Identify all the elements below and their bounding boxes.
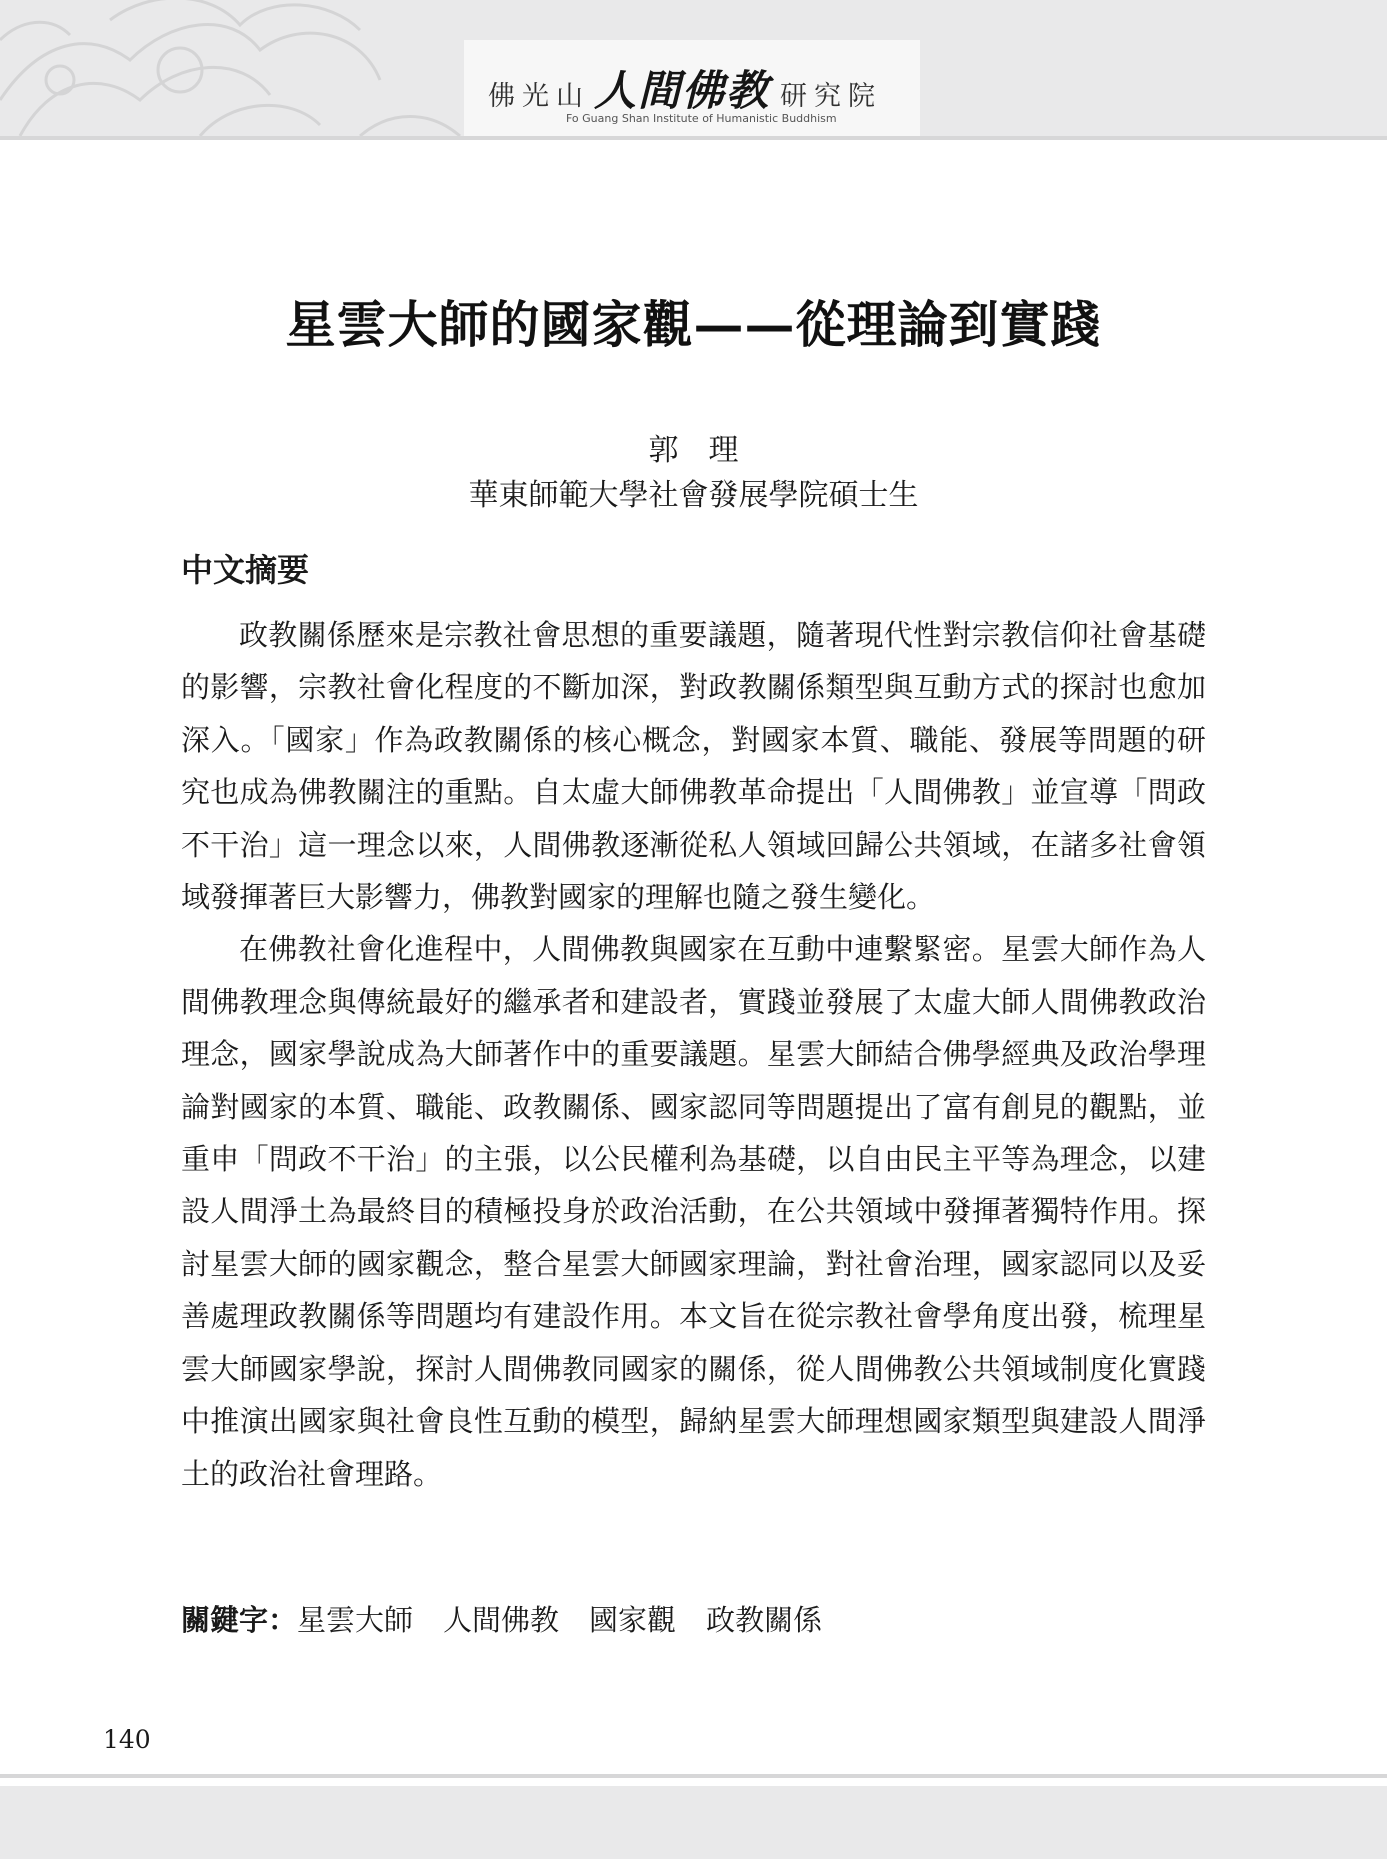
logo-english-text: Fo Guang Shan Institute of Humanistic Buddhism [566,112,837,125]
abstract-paragraph: 政教關係歷來是宗教社會思想的重要議題，隨著現代性對宗教信仰社會基礎的影響，宗教社會化程度的不斷加深，對政教關係類型與互動方式的探討也愈加深入。「國家」作為政教關係的核心概念，對國家本質、職能、發展等問題的研究也成為佛教關注的重點。自太虛大師佛教革命提出「人間佛教」並宣導「問政不干治」這一理念以來，人間佛教逐漸從私人領域回歸公共領域，在諸多社會領域發揮著巨大影響力，佛教對國家的理解也隨之發生變化。 [181,618,1206,915]
author-affiliation: 華東師範大學社會發展學院碩士生 [468,478,919,513]
page-number: 140 [103,1725,151,1754]
logo-left-text: 佛光山 [488,81,590,112]
author-name: 郭理 [648,433,769,468]
header-band [0,0,1387,136]
article-title: 星雲大師的國家觀——從理論到實踐 [285,295,1102,354]
logo-main-text: 人間佛教 [594,66,771,115]
lotus-ornament-icon [0,0,470,136]
abstract-heading: 中文摘要 [181,551,310,589]
footer-band [0,1786,1387,1859]
abstract-body [181,609,1206,1500]
logo-right-text: 研究院 [780,81,883,112]
keyword: 人間佛教 [443,1603,560,1637]
abstract-paragraph: 在佛教社會化進程中，人間佛教與國家在互動中連繫緊密。星雲大師作為人間佛教理念與傳統最好的繼承者和建設者，實踐並發展了太虛大師人間佛教政治理念，國家學說成為大師著作中的重要議題。星雲大師結合佛學經典及政治學理論對國家的本質、職能、政教關係、國家認同等問題提出了富有創見的觀點，並重申「問政不干治」的主張，以公民權利為基礎，以自由民主平等為理念，以建設人間淨土為最終目的積極投身於政治活動，在公共領域中發揮著獨特作用。探討星雲大師的國家觀念，整合星雲大師國家理論，對社會治理，國家認同以及妥善處理政教關係等問題均有建設作用。本文旨在從宗教社會學角度出發，梳理星雲大師國家學說，探討人間佛教同國家的關係，從人間佛教公共領域制度化實踐中推演出國家與社會良性互動的模型，歸納星雲大師理想國家類型與建設人間淨土的政治社會理路。 [181,932,1206,1491]
keywords-label: 關鍵字： [181,1603,298,1637]
keyword: 國家觀 [589,1603,677,1637]
header-divider [0,136,1387,140]
footer-divider [0,1774,1387,1778]
keyword: 政教關係 [706,1603,823,1637]
keywords-line [181,1598,852,1639]
institute-logo-text [488,58,908,118]
keyword: 星雲大師 [297,1603,414,1637]
